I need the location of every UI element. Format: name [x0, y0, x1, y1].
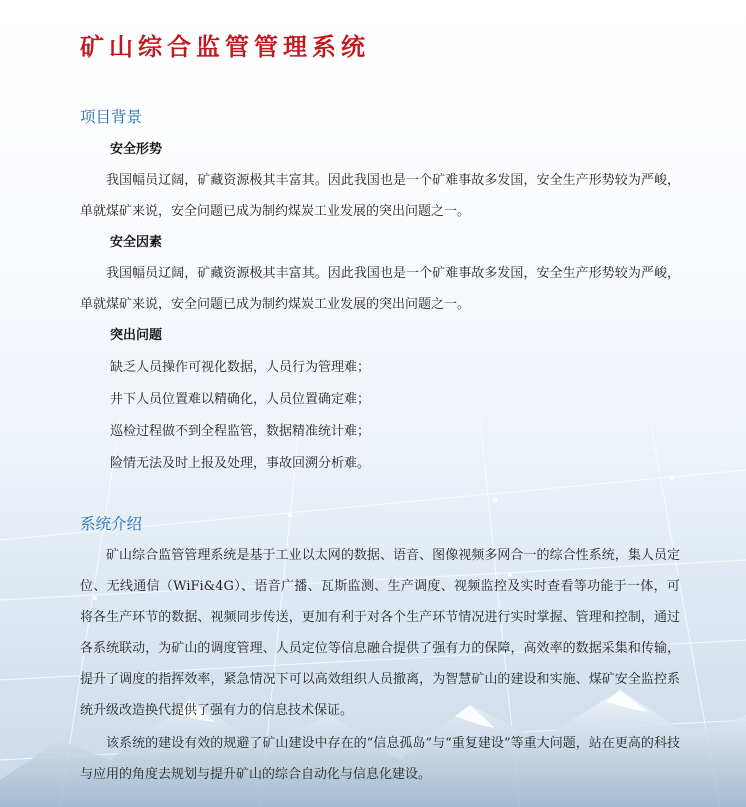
paragraph-safety-factors: 我国幅员辽阔，矿藏资源极其丰富其。因此我国也是一个矿难事故多发国，安全生产形势较为严峻，单就煤矿来说，安全问题已成为制约煤炭工业发展的突出问题之一。 — [80, 266, 680, 312]
page-title: 矿山综合监管管理系统 — [80, 33, 370, 61]
list-item: 缺乏人员操作可视化数据，人员行为管理难； — [110, 360, 371, 375]
paragraph-safety-situation: 我国幅员辽阔，矿藏资源极其丰富其。因此我国也是一个矿难事故多发国，安全生产形势较为严峻，单就煤矿来说，安全问题已成为制约煤炭工业发展的突出问题之一。 — [80, 173, 680, 219]
list-item: 险情无法及时上报及处理，事故回溯分析难。 — [110, 456, 371, 471]
issues-list — [110, 352, 370, 480]
subheading-prominent-issues: 突出问题 — [110, 328, 163, 343]
paragraph-system-intro-2: 该系统的建设有效的规避了矿山建设中存在的“信息孤岛”与“重复建设”等重大问题，站在更高的科技与应用的角度去规划与提升矿山的综合自动化与信息化建设。 — [80, 736, 680, 782]
section-heading-background: 项目背景 — [80, 108, 143, 126]
subheading-safety-factors: 安全因素 — [110, 235, 163, 250]
list-item: 巡检过程做不到全程监管，数据精准统计难； — [110, 424, 371, 439]
paragraph-system-intro-1: 矿山综合监管管理系统是基于工业以太网的数据、语音、图像视频多网合一的综合性系统，集人员定位、无线通信（WiFi&4G）、语音广播、瓦斯监测、生产调度、视频监控及实时查看等功能于一体，可将各生产环节的数据、视频同步传送，更加有利于对各个生产环节情况进行实时掌握、管理和控制，通过各系统联动，为矿山的调度管理、人员定位等信息融合提供了强有力的保障，高效率的数据采集和传输，提升了调度的指挥效率，紧急情况下可以高效组织人员撤离，为智慧矿山的建设和实施、煤矿安全监控系统升级改造换代提供了强有力的信息技术保证。 — [80, 548, 680, 718]
list-item: 井下人员位置难以精确化，人员位置确定难； — [110, 392, 371, 407]
section-heading-system-intro: 系统介绍 — [80, 515, 143, 533]
subheading-safety-situation: 安全形势 — [110, 142, 163, 157]
